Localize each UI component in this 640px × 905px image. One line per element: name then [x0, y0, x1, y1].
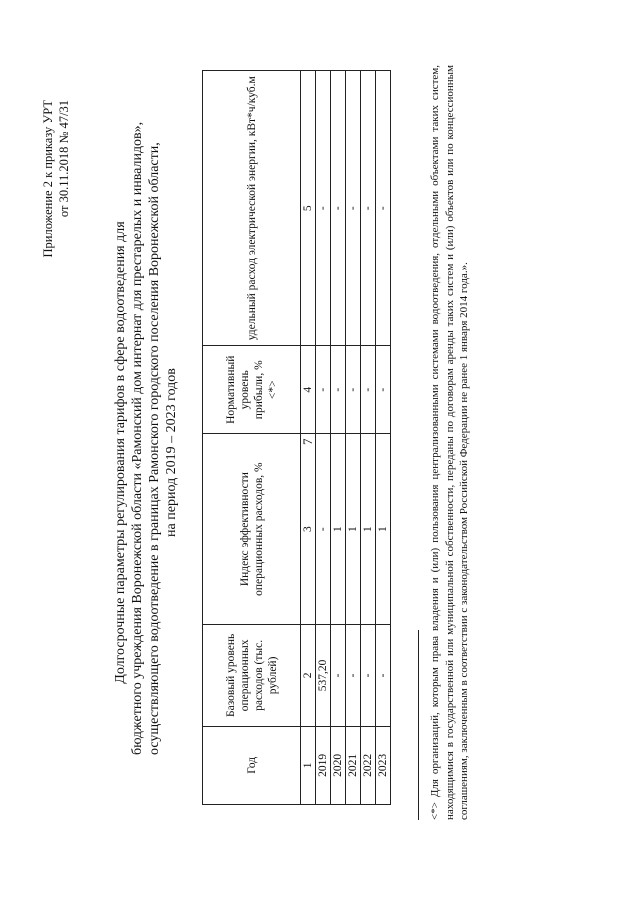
document-title	[112, 121, 180, 755]
title-line-1: Долгосрочные параметры регулирования тарифов в сфере водоотведения для	[113, 221, 128, 684]
cell-efficiency-index: 1	[346, 434, 361, 625]
cell-normative-profit: -	[376, 346, 391, 434]
cell-normative-profit: -	[346, 346, 361, 434]
title-line-4: на период 2019 – 2023 годов	[164, 368, 179, 537]
column-number: 1	[301, 726, 316, 804]
cell-base-level: -	[331, 625, 346, 726]
column-number-row	[301, 71, 316, 805]
cell-year: 2021	[346, 726, 361, 804]
column-number: 5	[301, 71, 316, 346]
cell-efficiency-index: 1	[376, 434, 391, 625]
table-row	[346, 71, 361, 805]
cell-year: 2019	[316, 726, 331, 804]
table-row	[376, 71, 391, 805]
header-year: Год	[203, 726, 301, 804]
column-number: 4	[301, 346, 316, 434]
cell-specific-energy: -	[331, 71, 346, 346]
title-line-2: бюджетного учреждения Воронежской области «Рамонский дом интернат для престарелых и инвалидов»,	[130, 121, 145, 755]
cell-efficiency-index: 1	[331, 434, 346, 625]
page-number: 7	[300, 438, 315, 445]
header-efficiency-index: Индекс эффективности операционных расходов, %	[203, 434, 301, 625]
table-row	[316, 71, 331, 805]
appendix-line-2: от 30.11.2018 № 47/31	[57, 100, 71, 218]
title-line-3: осуществляющего водоотведение в границах Рамонского городского поселения Воронежской области,	[147, 142, 162, 755]
cell-normative-profit: -	[331, 346, 346, 434]
cell-efficiency-index: 1	[361, 434, 376, 625]
cell-normative-profit: -	[361, 346, 376, 434]
footnote: <*> Для организаций, которым права владения и (или) пользования централизованными системами водоотведения, отдельными объектами таких систем, находящимися в государственной или муниципальной собственности, переданы по договорам аренды таких систем и (или) объектов или по концессионным соглашениям, заключенным в соответствии с законодательством Российской Федерации не ранее 1 января 2014 года.».	[429, 65, 470, 820]
header-normative-profit: Нормативный уровень прибыли, % <*>	[203, 346, 301, 434]
tariff-parameters-table	[202, 70, 391, 805]
cell-base-level: -	[376, 625, 391, 726]
cell-specific-energy: -	[346, 71, 361, 346]
appendix-reference	[40, 100, 72, 258]
cell-year: 2022	[361, 726, 376, 804]
table-header-row	[203, 71, 301, 805]
footnote-separator	[418, 630, 419, 820]
cell-specific-energy: -	[316, 71, 331, 346]
cell-year: 2023	[376, 726, 391, 804]
column-number: 2	[301, 625, 316, 726]
cell-base-level: 537,20	[316, 625, 331, 726]
appendix-line-1: Приложение 2 к приказу УРТ	[41, 100, 55, 258]
cell-specific-energy: -	[361, 71, 376, 346]
cell-normative-profit: -	[316, 346, 331, 434]
cell-efficiency-index: -	[316, 434, 331, 625]
table-row	[331, 71, 346, 805]
header-specific-energy: удельный расход электрической энергии, кВт*ч/куб.м	[203, 71, 301, 346]
header-base-level: Базовый уровень операционных расходов (тыс. рублей)	[203, 625, 301, 726]
cell-year: 2020	[331, 726, 346, 804]
cell-base-level: -	[361, 625, 376, 726]
cell-specific-energy: -	[376, 71, 391, 346]
column-number: 3	[301, 434, 316, 625]
table-row	[361, 71, 376, 805]
cell-base-level: -	[346, 625, 361, 726]
